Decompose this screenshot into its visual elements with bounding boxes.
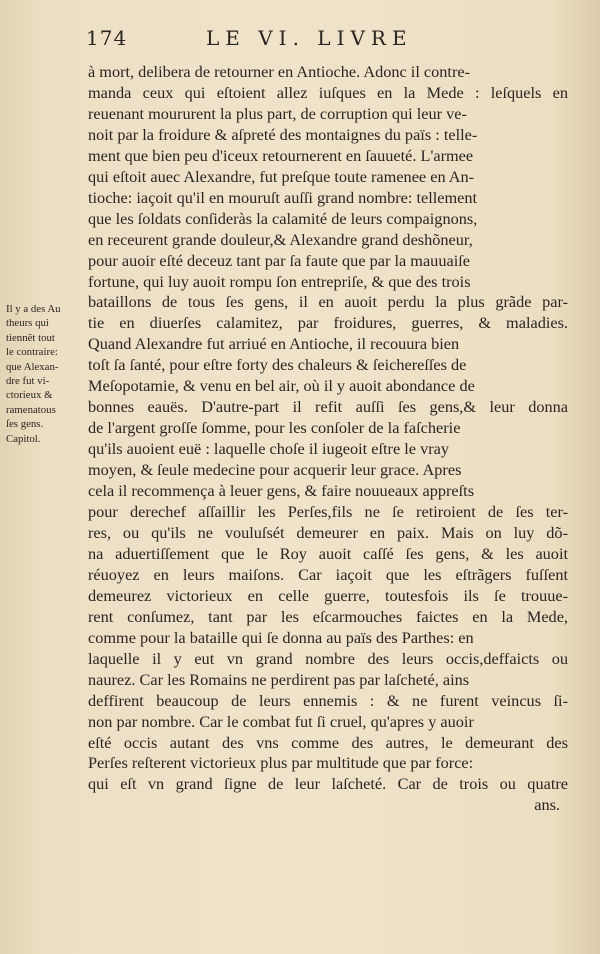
margin-note-line: Capitol. bbox=[6, 432, 41, 445]
running-title: LE VI. LIVRE bbox=[206, 26, 413, 50]
text-line: comme pour la bataille qui ſe donna au païs des Parthes: en bbox=[88, 627, 474, 647]
text-line: non par nombre. Car le combat fut ſi cruel, qu'apres y auoir bbox=[88, 711, 474, 731]
text-line: reuenant moururent la plus part, de corruption qui leur ve- bbox=[88, 103, 467, 123]
text-line: ment que bien peu d'iceux retournerent en ſauueté. L'armee bbox=[88, 145, 474, 165]
text-line: Quand Alexandre fut arriué en Antioche, il recouura bien bbox=[88, 334, 460, 354]
text-line: naurez. Car les Romains ne perdirent pas par laſcheté, ains bbox=[88, 669, 470, 689]
text-line: rent conſumez, tant par les eſcarmouches faictes en la Mede, bbox=[88, 606, 568, 626]
margin-note-line: ramenatous bbox=[6, 403, 56, 416]
margin-note-line: le contraire: bbox=[6, 346, 58, 359]
text-line: tioche: iaçoit qu'il en mouruſt auſſi grand nombre: tellement bbox=[88, 187, 478, 207]
text-line: Meſopotamie, & venu en bel air, où il y auoit abondance de bbox=[88, 376, 475, 396]
margin-note-line: Il y a des Au bbox=[6, 303, 61, 315]
text-line: res, ou qu'ils ne vouluſsét demeurer en paix. Mais on luy dõ- bbox=[88, 522, 568, 542]
text-line: moyen, & ſeule medecine pour acquerir leur grace. Apres bbox=[88, 460, 462, 480]
margin-note-line: ſes gens. bbox=[6, 418, 44, 431]
margin-note-line: theurs qui bbox=[6, 317, 49, 330]
text-line: en receurent grande douleur,& Alexandre grand deshõneur, bbox=[88, 229, 473, 249]
text-line: qui eſt vn grand ſigne de leur laſcheté. Car de trois ou quatre bbox=[88, 774, 568, 794]
text-line: bonnes eauës. D'autre-part il refit auſſi ſes gens,& leur donna bbox=[88, 397, 568, 417]
text-line: fortune, qui luy auoit rompu ſon entrepriſe, & que des trois bbox=[88, 271, 471, 291]
text-line: na aduertiſſement que le Roy auoit caſſé ſes gens, & les auoit bbox=[88, 543, 568, 563]
text-line: Perſes reſterent victorieux plus par multitude que par force: bbox=[88, 753, 474, 773]
margin-note-line: dre fut vi- bbox=[6, 375, 50, 388]
text-line: pour derechef aſſaillir les Perſes,fils ne ſe retiroient de ſes ter- bbox=[88, 502, 568, 522]
text-line: manda ceux qui eſtoient allez iuſques en la Mede : leſquels en bbox=[88, 82, 568, 102]
text-line: noit par la froidure & aſpreté des montaignes du païs : telle- bbox=[88, 124, 478, 144]
catchword: ans. bbox=[534, 795, 560, 815]
text-line: cela il recommença à leuer gens, & faire nouueaux appreſts bbox=[88, 481, 475, 501]
margin-note-line: ctorieux & bbox=[6, 389, 53, 402]
text-line: eſté occis autant des vns comme des autres, le demeurant des bbox=[88, 732, 568, 752]
text-line: pour auoir eſté deceuz tant par ſa faute que par la mauuaiſe bbox=[88, 250, 470, 270]
text-line: qui eſtoit auec Alexandre, fut preſque toute ramenee en An- bbox=[88, 166, 475, 186]
text-line: réuoyez en leurs maiſons. Car iaçoit que les eſtrãgers fuſſent bbox=[88, 564, 568, 584]
text-line: qu'ils auoient euë : laquelle choſe il iugeoit eſtre le vray bbox=[88, 439, 449, 459]
main-text-block bbox=[88, 62, 568, 816]
text-line: de l'argent groſſe ſomme, pour les conſoler de la faſcherie bbox=[88, 418, 461, 438]
text-line: bataillons de tous ſes gens, il en auoit perdu la plus grãde par- bbox=[88, 292, 568, 312]
text-line: laquelle il y eut vn grand nombre des leurs occis,deffaicts ou bbox=[88, 648, 568, 668]
text-line: toſt ſa ſanté, pour eſtre forty des chaleurs & ſeichereſſes de bbox=[88, 355, 467, 375]
page-header bbox=[86, 26, 568, 56]
margin-note-line: que Alexan- bbox=[6, 360, 59, 373]
text-line: tie en diuerſes calamitez, par froidures, guerres, & maladies. bbox=[88, 313, 568, 333]
text-line: demeurez victorieux en celle guerre, toutesfois ils ſe trouue- bbox=[88, 585, 568, 605]
page-number: 174 bbox=[86, 26, 128, 50]
text-line: deffirent beaucoup de leurs ennemis : & ne furent veincus ſi- bbox=[88, 690, 568, 710]
text-line: à mort, delibera de retourner en Antioche. Adonc il contre- bbox=[88, 62, 471, 81]
marginal-note bbox=[6, 302, 88, 446]
margin-note-line: tiennẽt tout bbox=[6, 331, 55, 344]
text-line: que les ſoldats conſideràs la calamité de leurs compaignons, bbox=[88, 208, 478, 228]
